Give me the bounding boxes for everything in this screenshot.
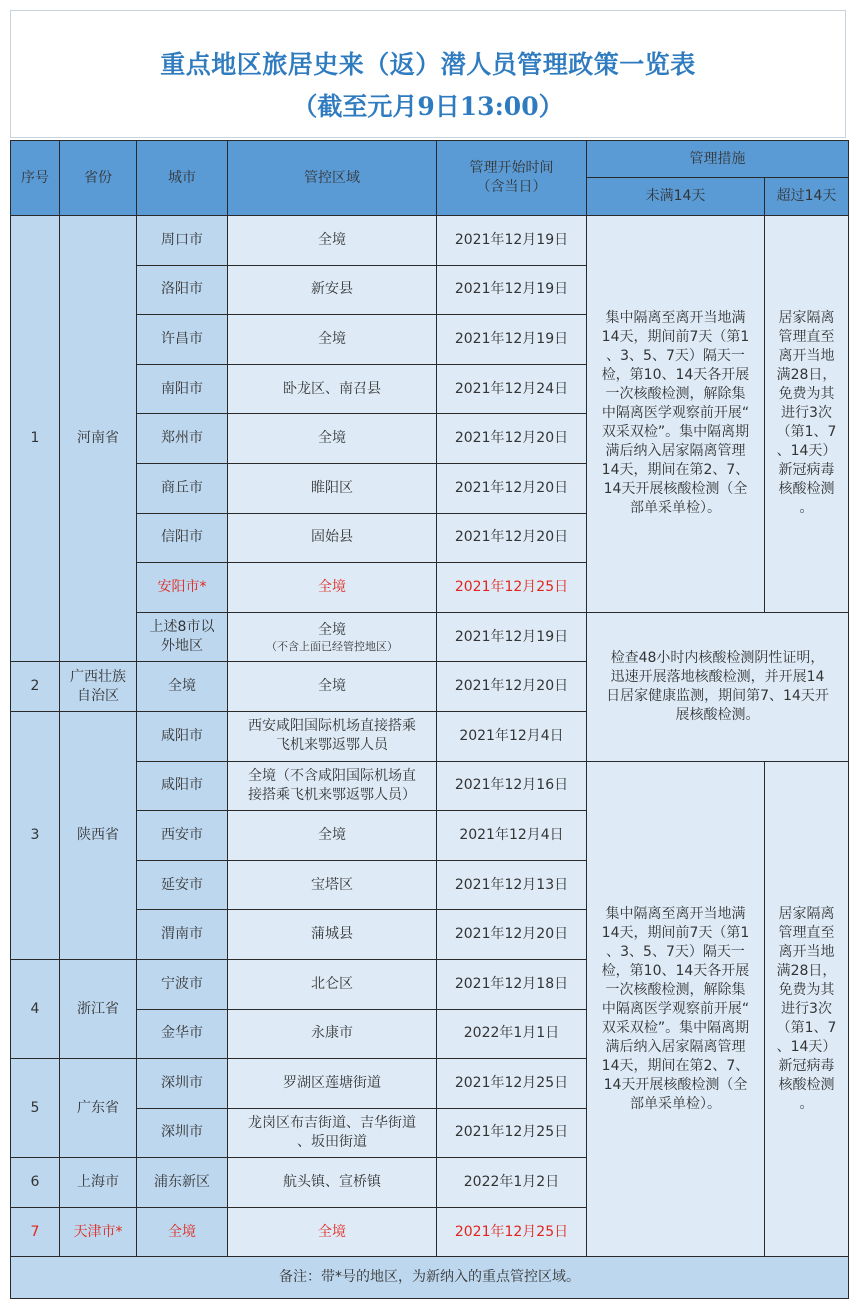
date-cell: 2021年12月25日 — [437, 1108, 587, 1158]
city-cell: 南阳市 — [137, 364, 228, 414]
city-cell: 洛阳市 — [137, 265, 228, 315]
measure-under14-block1 — [587, 216, 765, 613]
area-line: 龙岗区布吉街道、吉华街道 — [248, 1114, 416, 1131]
measure-line: （第1、7 — [776, 1019, 837, 1036]
measure-line: 14天开展核酸检测（全 — [603, 481, 748, 498]
measure-line: 管理直至 — [778, 924, 835, 941]
measure-line: 双采双检”。集中隔离期 — [601, 424, 750, 441]
footnote: 备注：带*号的地区，为新纳入的重点管控区域。 — [11, 1257, 849, 1299]
measure-line: 核酸检测 — [778, 481, 835, 498]
city-cell: 金华市 — [137, 1009, 228, 1059]
city-cell: 宁波市 — [137, 959, 228, 1009]
header-seq: 序号 — [11, 141, 60, 216]
city-cell: 许昌市 — [137, 315, 228, 365]
area-cell: 卧龙区、南召县 — [228, 364, 437, 414]
measure-line: 离开当地 — [778, 348, 835, 365]
measure-line: 日居家健康监测，期间第7、14天开 — [606, 687, 829, 704]
area-cell: 固始县 — [228, 513, 437, 563]
city-line: 外地区 — [161, 638, 203, 655]
area-cell: 全境 — [228, 811, 437, 861]
date-cell: 2021年12月13日 — [437, 860, 587, 910]
city-cell: 咸阳市 — [137, 711, 228, 761]
date-cell: 2021年12月18日 — [437, 959, 587, 1009]
measure-line: 满28日， — [776, 962, 837, 979]
date-cell: 2022年1月2日 — [437, 1158, 587, 1208]
measure-text — [765, 905, 848, 1114]
area-cell — [228, 612, 437, 662]
measure-line: 免费为其 — [778, 386, 835, 403]
header-under14: 未满14天 — [587, 178, 765, 216]
header-start-time — [437, 141, 587, 216]
measure-line: 展核酸检测。 — [675, 706, 760, 723]
measure-line: 双采双检”。集中隔离期 — [601, 1019, 750, 1036]
province-cell: 陕西省 — [60, 711, 137, 959]
header-measures: 管理措施 — [587, 141, 849, 178]
date-cell-new: 2021年12月25日 — [437, 1207, 587, 1257]
seq-cell: 4 — [11, 959, 60, 1058]
area-cell-new: 全境 — [228, 1207, 437, 1257]
city-cell-new: 安阳市* — [137, 563, 228, 613]
date-cell: 2021年12月4日 — [437, 811, 587, 861]
area-cell: 宝塔区 — [228, 860, 437, 910]
province-cell: 浙江省 — [60, 959, 137, 1058]
measure-line: 14天，期间前7天（第1 — [601, 329, 750, 346]
table-row — [11, 612, 849, 662]
seq-cell-new: 7 — [11, 1207, 60, 1257]
measure-line: 集中隔离至离开当地满 — [605, 905, 746, 922]
measure-text — [765, 309, 848, 518]
header-row — [11, 141, 849, 178]
measure-line: 满后纳入居家隔离管理 — [605, 443, 746, 460]
date-cell: 2021年12月25日 — [437, 1059, 587, 1109]
measure-line: 、3、5、7天）隔天一 — [606, 943, 745, 960]
measure-over14-block2 — [765, 761, 849, 1257]
measure-line: 部单采单检）。 — [630, 500, 721, 517]
measure-line: 检，第10、14天各开展 — [601, 367, 750, 384]
area-line: 接搭乘飞机来鄂返鄂人员） — [248, 786, 416, 803]
city-cell: 周口市 — [137, 216, 228, 266]
area-cell: 北仑区 — [228, 959, 437, 1009]
measure-text — [587, 309, 764, 518]
city-cell-new: 全境 — [137, 1207, 228, 1257]
area-cell: 新安县 — [228, 265, 437, 315]
policy-table — [10, 140, 849, 1299]
measure-line: 免费为其 — [778, 981, 835, 998]
measure-line: 检，第10、14天各开展 — [601, 962, 750, 979]
measure-line: 中隔离医学观察前开展“ — [601, 1000, 750, 1017]
header-over14: 超过14天 — [765, 178, 849, 216]
area-cell — [228, 761, 437, 811]
area-cell: 蒲城县 — [228, 910, 437, 960]
area-line: 西安咸阳国际机场直接搭乘 — [248, 718, 416, 735]
measure-line: 居家隔离 — [778, 905, 835, 922]
date-cell: 2021年12月20日 — [437, 414, 587, 464]
province-cell: 广东省 — [60, 1059, 137, 1158]
measure-line: 管理直至 — [778, 329, 835, 346]
measure-line: 14天，期间在第2、7、 — [601, 462, 750, 479]
province-line: 自治区 — [77, 687, 119, 704]
area-line: 飞机来鄂返鄂人员 — [276, 737, 388, 754]
date-cell: 2021年12月19日 — [437, 216, 587, 266]
date-cell: 2021年12月20日 — [437, 463, 587, 513]
city-cell: 全境 — [137, 662, 228, 712]
date-cell: 2021年12月4日 — [437, 711, 587, 761]
measure-line: 一次核酸检测，解除集 — [605, 981, 746, 998]
area-cell: 睢阳区 — [228, 463, 437, 513]
measure-text — [587, 905, 764, 1114]
table-row — [11, 761, 849, 811]
area-cell — [228, 1108, 437, 1158]
measure-line: 核酸检测 — [778, 1076, 835, 1093]
area-cell: 全境 — [228, 414, 437, 464]
city-cell: 延安市 — [137, 860, 228, 910]
date-cell: 2021年12月24日 — [437, 364, 587, 414]
measure-line: 进行3次 — [781, 1000, 832, 1017]
city-cell: 信阳市 — [137, 513, 228, 563]
area-line: 全境 — [318, 622, 346, 639]
header-start-l1: 管理开始时间 — [469, 160, 554, 176]
seq-cell: 5 — [11, 1059, 60, 1158]
seq-cell: 3 — [11, 711, 60, 959]
measure-line: 。 — [799, 500, 814, 517]
table-row — [11, 216, 849, 266]
seq-cell: 2 — [11, 662, 60, 712]
measure-line: 满后纳入居家隔离管理 — [605, 1038, 746, 1055]
measure-line: 。 — [799, 1095, 814, 1112]
province-line: 广西壮族 — [70, 668, 126, 685]
date-cell: 2021年12月20日 — [437, 910, 587, 960]
area-line: 全境（不含咸阳国际机场直 — [248, 767, 416, 784]
province-cell — [60, 662, 137, 712]
header-province: 省份 — [60, 141, 137, 216]
page-title: 重点地区旅居史来（返）潜人员管理政策一览表 — [160, 50, 696, 79]
measure-line: 14天，期间在第2、7、 — [601, 1057, 750, 1074]
measure-mid-block — [587, 612, 849, 761]
area-cell: 全境 — [228, 216, 437, 266]
note-row — [11, 1257, 849, 1299]
province-cell: 河南省 — [60, 216, 137, 662]
header-area: 管控区域 — [228, 141, 437, 216]
date-cell: 2021年12月16日 — [437, 761, 587, 811]
measure-line: 满28日， — [776, 367, 837, 384]
city-cell: 郑州市 — [137, 414, 228, 464]
measure-under14-block2 — [587, 761, 765, 1257]
date-cell: 2022年1月1日 — [437, 1009, 587, 1059]
area-subnote: （不含上面已经管控地区） — [266, 640, 398, 654]
date-cell: 2021年12月19日 — [437, 612, 587, 662]
province-cell: 上海市 — [60, 1158, 137, 1208]
date-cell: 2021年12月20日 — [437, 662, 587, 712]
title-box — [10, 10, 846, 138]
seq-cell: 6 — [11, 1158, 60, 1208]
area-cell: 航头镇、宣桥镇 — [228, 1158, 437, 1208]
area-cell: 全境 — [228, 662, 437, 712]
measure-line: 、3、5、7天）隔天一 — [606, 348, 745, 365]
measure-line: 中隔离医学观察前开展“ — [601, 405, 750, 422]
measure-over14-block1 — [765, 216, 849, 613]
header-city: 城市 — [137, 141, 228, 216]
date-cell: 2021年12月19日 — [437, 265, 587, 315]
measure-line: 一次核酸检测，解除集 — [605, 386, 746, 403]
area-cell — [228, 711, 437, 761]
city-cell: 西安市 — [137, 811, 228, 861]
date-cell-new: 2021年12月25日 — [437, 563, 587, 613]
city-cell: 深圳市 — [137, 1108, 228, 1158]
date-cell: 2021年12月19日 — [437, 315, 587, 365]
area-cell: 永康市 — [228, 1009, 437, 1059]
area-cell: 全境 — [228, 315, 437, 365]
measure-line: 集中隔离至离开当地满 — [605, 310, 746, 327]
measure-line: 新冠病毒 — [778, 462, 835, 479]
measure-line: 、14天） — [776, 443, 837, 460]
city-cell: 浦东新区 — [137, 1158, 228, 1208]
measure-line: 部单采单检）。 — [630, 1095, 721, 1112]
city-cell: 渭南市 — [137, 910, 228, 960]
date-cell: 2021年12月20日 — [437, 513, 587, 563]
measure-line: 新冠病毒 — [778, 1057, 835, 1074]
measure-line: 检查48小时内核酸检测阴性证明， — [610, 649, 825, 666]
area-cell-new: 全境 — [228, 563, 437, 613]
measure-line: 进行3次 — [781, 405, 832, 422]
city-cell — [137, 612, 228, 662]
city-line: 上述8市以 — [149, 619, 215, 636]
measure-line: 迅速开展落地核酸检测，并开展14 — [610, 668, 825, 685]
seq-cell: 1 — [11, 216, 60, 662]
header-start-l2: （含当日） — [476, 179, 547, 195]
area-line: 、坂田街道 — [297, 1133, 367, 1150]
measure-line: 14天，期间前7天（第1 — [601, 924, 750, 941]
city-cell: 咸阳市 — [137, 761, 228, 811]
city-cell: 深圳市 — [137, 1059, 228, 1109]
area-cell: 罗湖区莲塘街道 — [228, 1059, 437, 1109]
measure-line: 离开当地 — [778, 943, 835, 960]
measure-line: （第1、7 — [776, 424, 837, 441]
city-cell: 商丘市 — [137, 463, 228, 513]
measure-line: 居家隔离 — [778, 310, 835, 327]
page-subtitle: （截至元月9日13:00） — [292, 92, 564, 121]
province-cell-new: 天津市* — [60, 1207, 137, 1257]
measure-line: 、14天） — [776, 1038, 837, 1055]
measure-line: 14天开展核酸检测（全 — [603, 1076, 748, 1093]
measure-text — [587, 649, 848, 725]
